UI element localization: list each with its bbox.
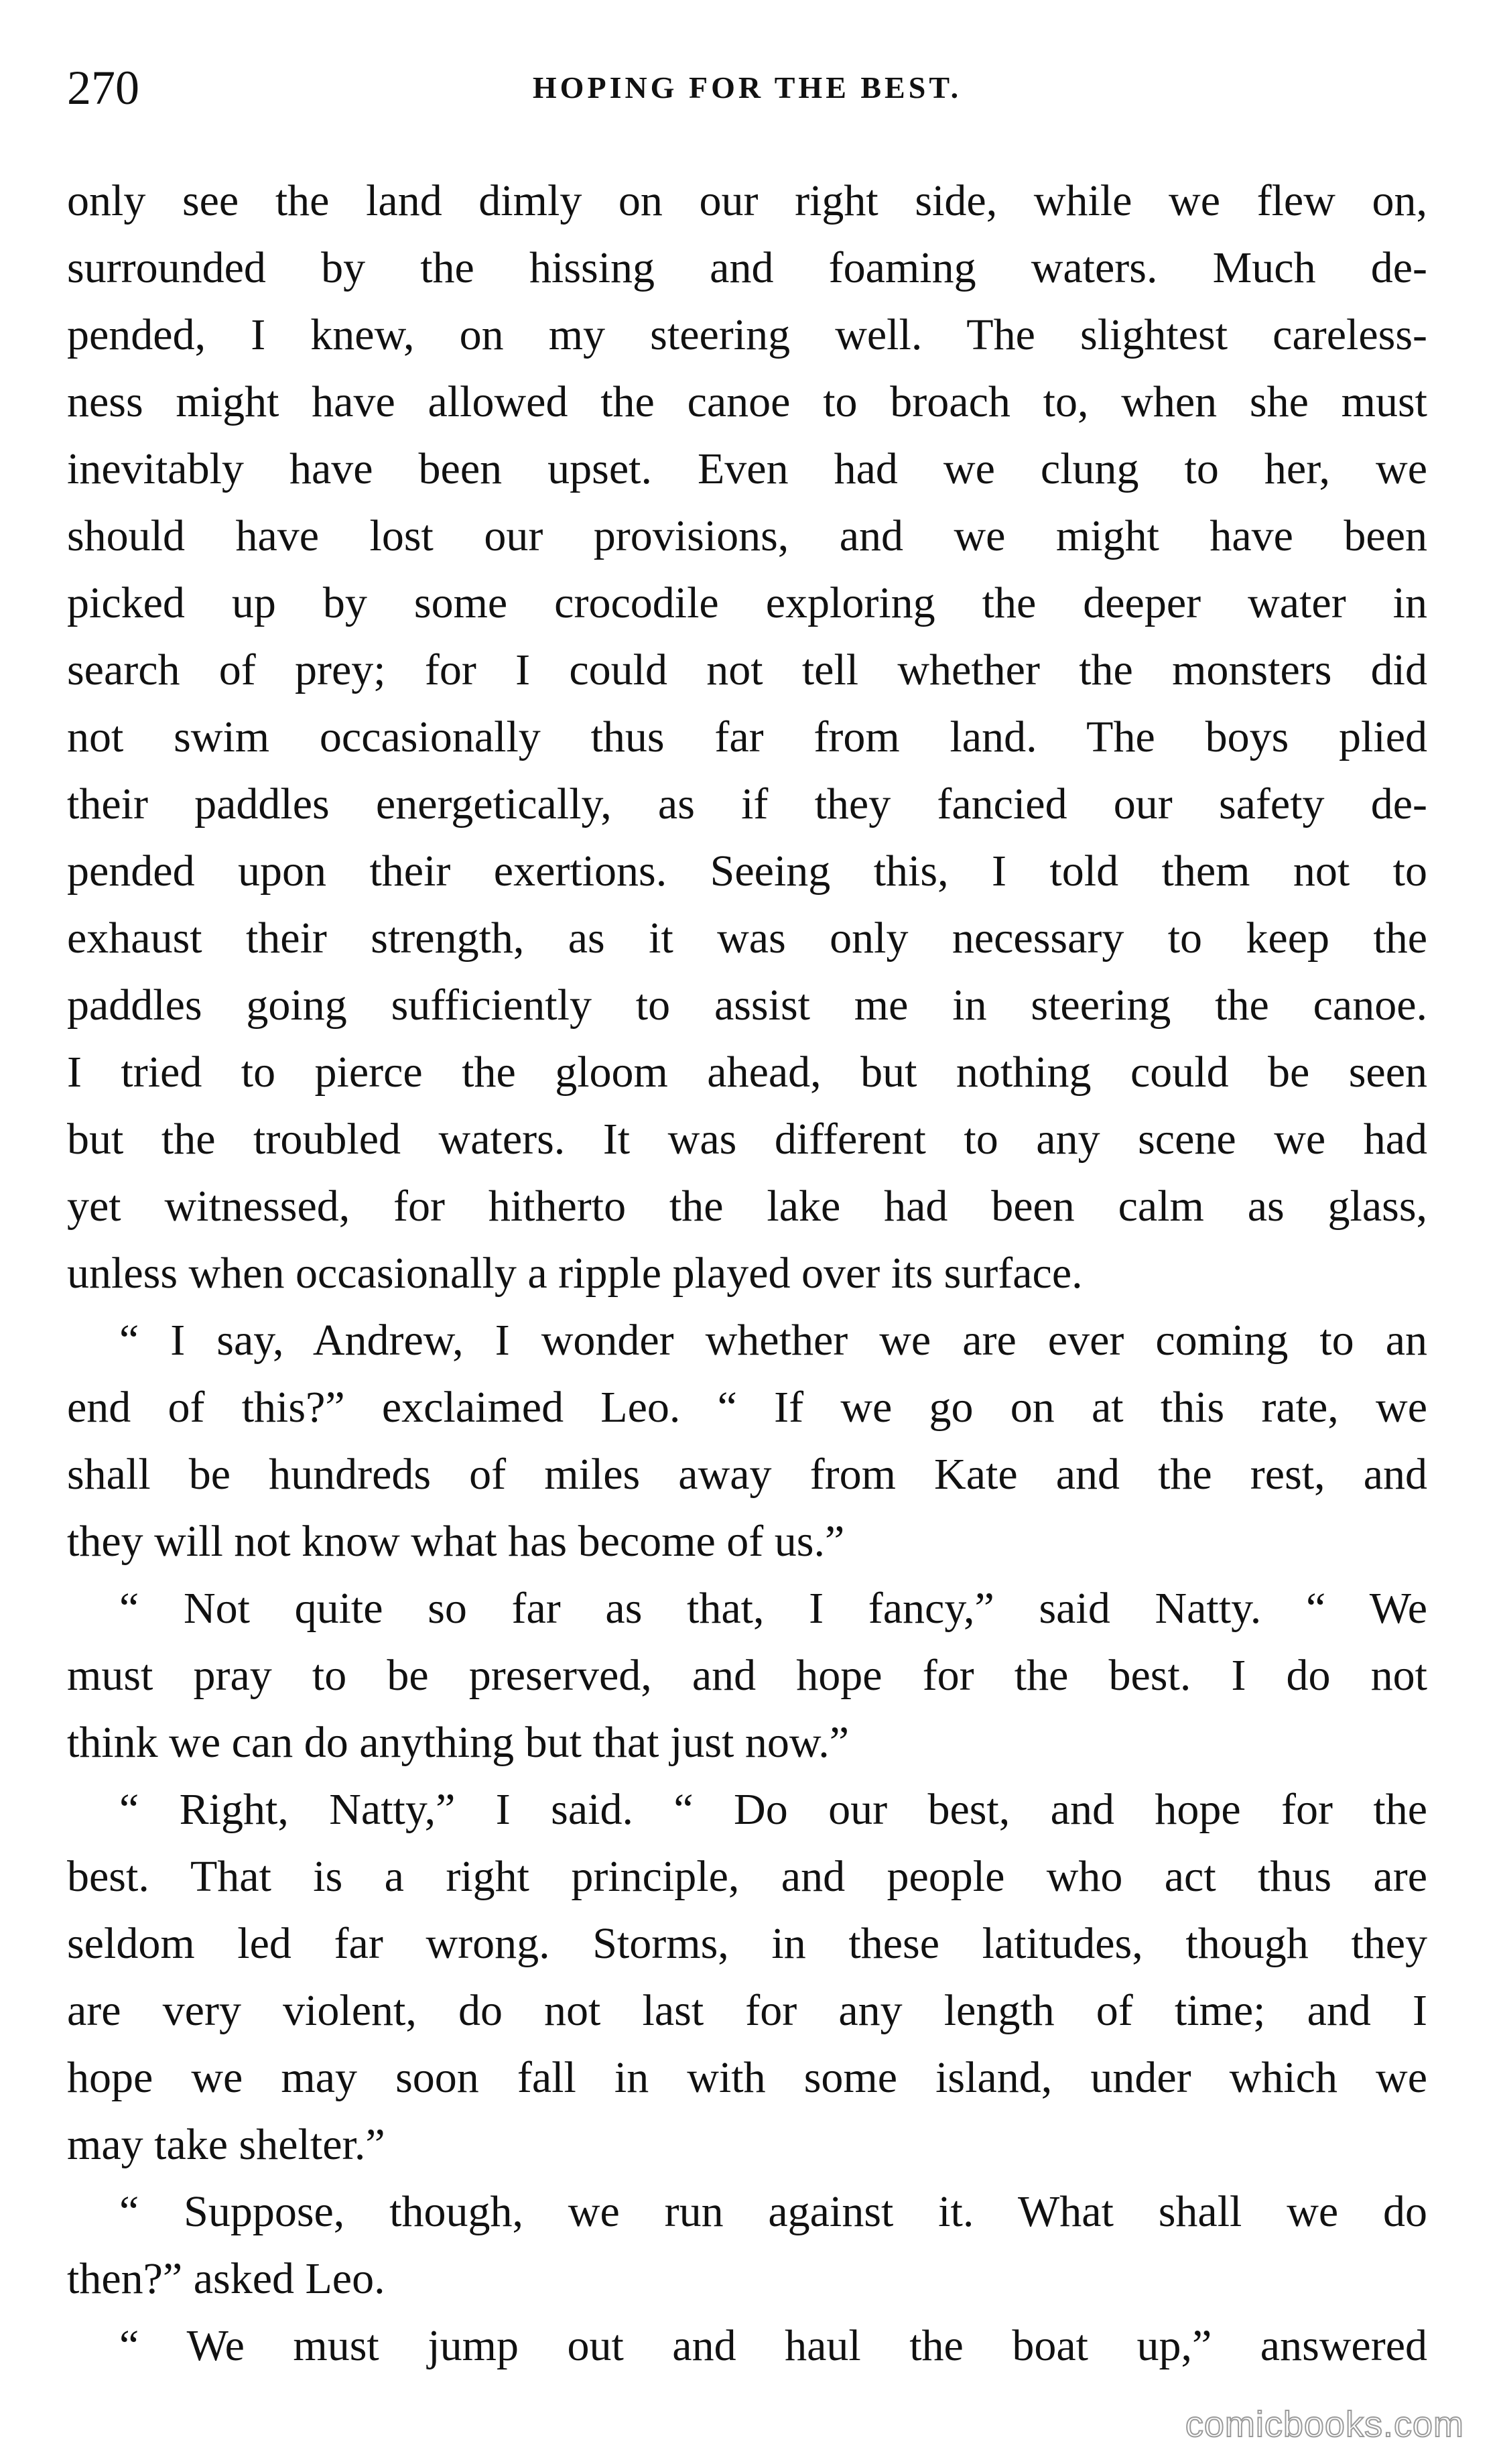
text-line: only see the land dimly on our right side, while we flew on,: [67, 176, 1427, 225]
text-line: “ Suppose, though, we run against it. What shall we do: [119, 2187, 1427, 2236]
text-line: should have lost our provisions, and we might have been: [67, 511, 1427, 560]
paragraph: [67, 1776, 1427, 2178]
text-line: best. That is a right principle, and people who act thus are: [67, 1852, 1427, 1901]
body-text: [67, 168, 1427, 2380]
text-line: may take shelter.”: [67, 2120, 385, 2169]
paragraph: [67, 1307, 1427, 1575]
text-line: “ We must jump out and haul the boat up,” answered: [119, 2321, 1427, 2370]
text-line: pended, I knew, on my steering well. The slightest careless-: [67, 310, 1427, 359]
text-line: search of prey; for I could not tell whether the monsters did: [67, 645, 1427, 694]
text-line: surrounded by the hissing and foaming waters. Much de-: [67, 243, 1427, 292]
text-line: think we can do anything but that just now.”: [67, 1718, 850, 1767]
text-line: then?” asked Leo.: [67, 2254, 385, 2303]
text-line: ness might have allowed the canoe to broach to, when she must: [67, 377, 1427, 426]
text-line: picked up by some crocodile exploring the deeper water in: [67, 578, 1427, 627]
paragraph: [67, 1575, 1427, 1776]
text-line: but the troubled waters. It was different to any scene we had: [67, 1115, 1427, 1164]
paragraph: [67, 2313, 1427, 2380]
site-watermark: comicbooks.com: [1185, 2404, 1464, 2445]
page-number: 270: [67, 61, 139, 115]
text-line: unless when occasionally a ripple played over its surface.: [67, 1249, 1083, 1298]
text-line: yet witnessed, for hitherto the lake had been calm as glass,: [67, 1182, 1427, 1231]
text-line: pended upon their exertions. Seeing this, I told them not to: [67, 847, 1427, 896]
running-title: HOPING FOR THE BEST.: [532, 70, 962, 105]
paragraph: [67, 2178, 1427, 2313]
text-line: end of this?” exclaimed Leo. “ If we go on at this rate, we: [67, 1383, 1427, 1432]
running-head: [67, 51, 1427, 125]
text-line: “ Right, Natty,” I said. “ Do our best, and hope for the: [119, 1785, 1427, 1834]
text-line: “ Not quite so far as that, I fancy,” said Natty. “ We: [119, 1584, 1427, 1633]
text-line: must pray to be preserved, and hope for the best. I do not: [67, 1651, 1427, 1700]
text-line: shall be hundreds of miles away from Kate and the rest, and: [67, 1450, 1427, 1499]
text-line: are very violent, do not last for any length of time; and I: [67, 1986, 1427, 2035]
text-line: they will not know what has become of us.”: [67, 1517, 845, 1566]
text-line: not swim occasionally thus far from land. The boys plied: [67, 713, 1427, 761]
text-line: their paddles energetically, as if they fancied our safety de-: [67, 780, 1427, 828]
text-line: seldom led far wrong. Storms, in these latitudes, though they: [67, 1919, 1427, 1968]
text-line: “ I say, Andrew, I wonder whether we are ever coming to an: [119, 1316, 1427, 1365]
text-line: exhaust their strength, as it was only necessary to keep the: [67, 914, 1427, 963]
paragraph: [67, 168, 1427, 1307]
text-line: I tried to pierce the gloom ahead, but nothing could be seen: [67, 1048, 1427, 1097]
text-line: paddles going sufficiently to assist me in steering the canoe.: [67, 981, 1427, 1030]
text-line: hope we may soon fall in with some island, under which we: [67, 2053, 1427, 2102]
text-line: inevitably have been upset. Even had we clung to her, we: [67, 444, 1427, 493]
